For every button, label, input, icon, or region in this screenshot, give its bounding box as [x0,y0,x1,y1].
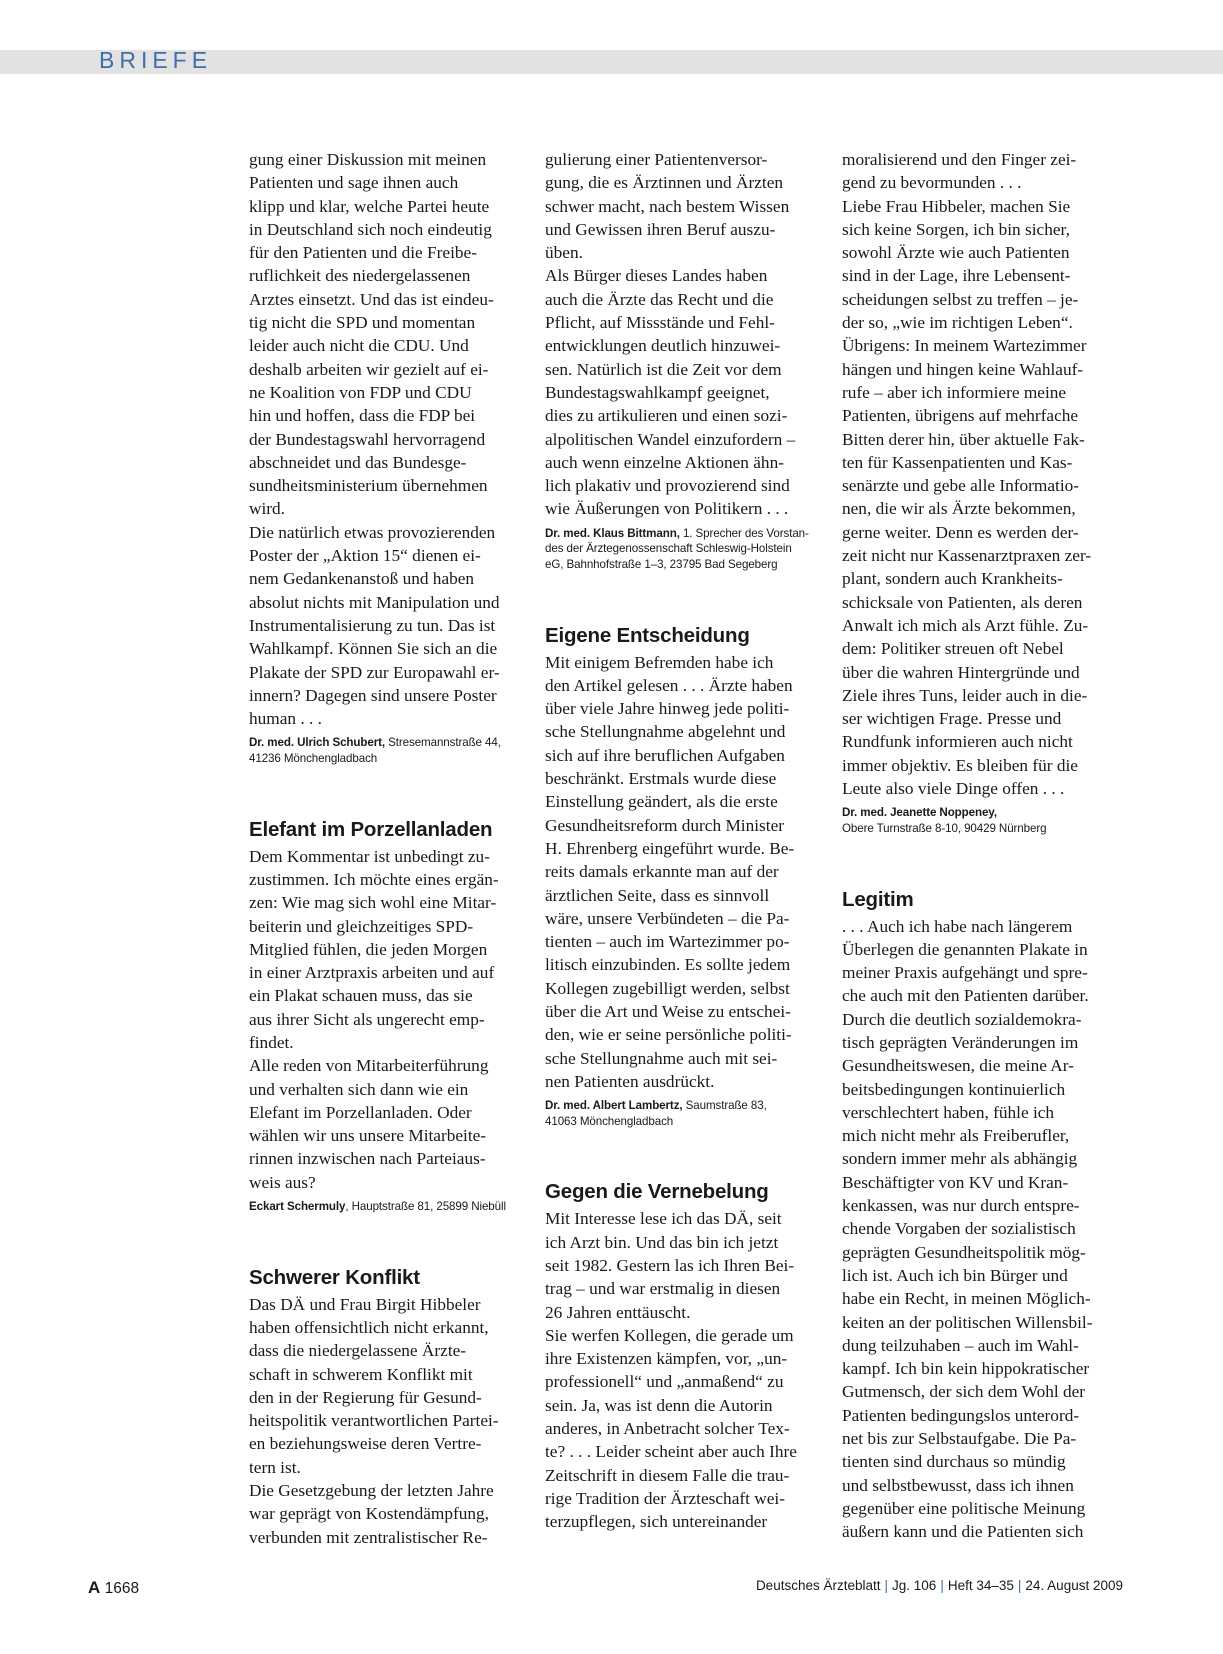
letter-heading: Legitim [842,887,914,911]
letter-signature [249,1199,529,1215]
author-name: Eckart Schermuly [249,1200,346,1214]
separator: | [1017,1578,1022,1593]
letter-heading: Gegen die Vernebelung [545,1180,769,1204]
page-prefix: A [88,1578,101,1597]
journal-info [756,1578,1123,1593]
letter-heading: Elefant im Porzellanladen [249,817,493,841]
journal-date: 24. August 2009 [1025,1578,1123,1593]
letter-signature [249,735,529,766]
letter-signature [842,805,1122,836]
author-name: Dr. med. Albert Lambertz, [545,1099,683,1113]
letter-heading: Eigene Entscheidung [545,623,750,647]
author-address: Saumstraße 83, 41063 Mönchengladbach [545,1099,767,1128]
column-1 [249,148,529,1549]
author-address: , Hauptstraße 81, 25899 Niebüll [345,1200,506,1214]
section-label: BRIEFE [99,47,213,73]
column-2 [545,148,825,1534]
letter-continuation: gung einer Diskussion mit meinen Patienten und sage ihnen auch klipp und klar, welche Partei heute in Deutschland sich noch eindeutig für den Patienten und die Freibe- ruflichkeit des niedergelassenen Arztes einsetzt. Und das ist eindeu- tig nicht die SPD und momentan leider auch nicht die CDU. Und deshalb arbeiten wir gezielt auf ei- ne Koalition von FDP und CDU hin und hoffen, dass die FDP bei der Bundestagswahl hervorragend abschneidet und das Bundesge- sundheitsministerium übernehmen wird. Die natürlich etwas provozierenden Poster der „Aktion 15“ dienen ei- nem Gedankenanstoß und haben absolut nichts mit Manipulation und Instrumentalisierung zu tun. Das ist Wahlkampf. Können Sie sich an die Plakate der SPD zur Europawahl er- innern? Dagegen sind unsere Poster human . . . [249,150,500,729]
letter-body: Mit Interesse lese ich das DÄ, seit ich Arzt bin. Und das bin ich jetzt seit 1982. Gestern las ich Ihren Bei- trag – und war erstmalig in diesen 26 Jahren enttäuscht. Sie werfen Kollegen, die gerade um ihre Existenzen kämpfen, vor, „un- professionell“ und „anmaßend“ zu sein. Ja, was ist denn die Autorin anderes, in Anbetracht solcher Tex- te? . . . Leider scheint aber auch Ihre Zeitschrift in diesem Falle die trau- rige Tradition der Ärzteschaft wei- terzupflegen, sich untereinander [545,1209,797,1532]
letter-heading: Schwerer Konflikt [249,1265,420,1289]
letter-body: Dem Kommentar ist unbedingt zu- zustimmen. Ich möchte eines ergän- zen: Wie mag sich wohl eine Mitar- beiterin und gleichzeitiges SPD- Mitglied fühlen, die jeden Morgen in einer Arztpraxis arbeiten und auf ein Plakat schauen muss, das sie aus ihrer Sicht als ungerecht emp- findet. Alle reden von Mitarbeiterführung und verhalten sich dann wie ein Elefant im Porzellanladen. Oder wählen wir uns unsere Mitarbeite- rinnen inzwischen nach Parteiaus- weis aus? [249,846,499,1192]
letter-signature [545,1098,825,1129]
journal-issue: Heft 34–35 [947,1578,1014,1593]
letter-body: Mit einigem Befremden habe ich den Artikel gelesen . . . Ärzte haben über viele Jahre hinweg jede politi- sche Stellungnahme abgelehnt und sich auf ihre beruflichen Aufgaben beschränkt. Erstmals wurde diese Einstellung geändert, als die erste Gesundheitsreform durch Minister H. Ehrenberg eingeführt wurde. Be- reits damals erkannte man auf der ärztlichen Seite, dass es sinnvoll wäre, unsere Verbündeten – die Pa- tienten – auch im Wartezimmer po- litisch einzubinden. Es sollte jedem Kollegen zugebilligt werden, selbst über die Art und Weise zu entschei- den, wie er seine persönliche politi- sche Stellungnahme auch mit sei- nen Patienten ausdrückt. [545,652,795,1091]
author-name: Dr. med. Ulrich Schubert, [249,736,386,750]
author-address: Stresemannstraße 44, 41236 Mönchengladbach [249,736,501,766]
column-3 [842,148,1122,1544]
letter-signature [545,526,825,573]
author-name: Dr. med. Jeanette Noppeney, [842,806,997,820]
journal-name: Deutsches Ärzteblatt [755,1578,881,1593]
author-name: Dr. med. Klaus Bittmann, [545,526,680,540]
letter-body: . . . Auch ich habe nach längerem Überlegen die genannten Plakate in meiner Praxis aufgehängt und spre- che auch mit den Patienten darüber. Durch die deutlich sozialdemokra- tisch geprägten Veränderungen im Gesundheitswesen, die meine Ar- beitsbedingungen kontinuierlich verschlechtert haben, fühle ich mich nicht mehr als Freiberufler, sondern immer mehr als abhängig Beschäftigter von KV und Kran- kenkassen, was nur durch entspre- chende Vorgaben der sozialistisch geprägten Gesundheitspolitik mög- lich ist. Auch ich bin Bürger und habe ein Recht, in meinen Möglich- keiten an der politischen Willensbil- dung teilzuhaben – auch im Wahl- kampf. Ich bin kein hippokratischer Gutmensch, der sich dem Wohl der Patienten bedingungslos unterord- net bis zur Selbstaufgabe. Die Pa- tienten sind durchaus so mündig und selbstbewusst, dass ich ihnen gegenüber eine politische Meinung äußern kann und die Patienten sich [842,916,1093,1542]
letter-continuation: gulierung einer Patientenversor- gung, die es Ärztinnen und Ärzten schwer macht, nach bestem Wissen und Gewissen ihren Beruf auszu- üben. Als Bürger dieses Landes haben auch die Ärzte das Recht und die Pflicht, auf Missstände und Fehl- entwicklungen deutlich hinzuwei- sen. Natürlich ist die Zeit vor dem Bundestagswahlkampf geeignet, dies zu artikulieren und einen sozi- alpolitischen Wandel einzufordern – auch wenn einzelne Aktionen ähn- lich plakativ und provozierend sind wie Äußerungen von Politikern . . . [545,150,796,519]
page-number-value: 1668 [100,1580,140,1597]
separator: | [884,1578,889,1593]
author-address: Obere Turnstraße 8-10, 90429 Nürnberg [842,821,1047,835]
separator: | [940,1578,944,1593]
page-number [88,1578,139,1598]
letter-continuation: moralisierend und den Finger zei- gend zu bevormunden . . . Liebe Frau Hibbeler, machen Sie sich keine Sorgen, ich bin sicher, sowohl Ärzte wie auch Patienten sind in der Lage, ihre Lebensent- scheidungen selbst zu treffen – je- der so, „wie im richtigen Leben“. Übrigens: In meinem Wartezimmer hängen und hingen keine Wahlauf- rufe – aber ich informiere meine Patienten, übrigens auf mehrfache Bitten derer hin, über aktuelle Fak- ten für Kassenpatienten und Kas- senärzte und gebe alle Informatio- nen, die wir als Ärzte bekommen, gerne weiter. Denn es werden der- zeit nicht nur Kassenarztpraxen zer- plant, sondern auch Krankheits- schicksale von Patienten, als deren Anwalt ich mich als Arzt fühle. Zu- dem: Politiker streuen oft Nebel über die wahren Hintergründe und Ziele ihres Tuns, leider auch in die- ser wichtigen Frage. Presse und Rundfunk informieren auch nicht immer objektiv. Es bleiben für die Leute also viele Dinge offen . . . [842,150,1092,799]
journal-volume: Jg. 106 [892,1578,937,1593]
letter-body: Das DÄ und Frau Birgit Hibbeler haben offensichtlich nicht erkannt, dass die niedergelassene Ärzte- schaft in schwerem Konflikt mit den in der Regierung für Gesund- heitspolitik verantwortlichen Partei- en beziehungsweise deren Vertre- tern ist. Die Gesetzgebung der letzten Jahre war geprägt von Kostendämpfung, verbunden mit zentralistischer Re- [249,1294,499,1547]
author-address: 1. Sprecher des Vorstan- des der Ärztegenossenschaft Schleswig-Holstein eG, Bahnhofstraße 1–3, 23795 Bad Segeberg [545,526,809,571]
